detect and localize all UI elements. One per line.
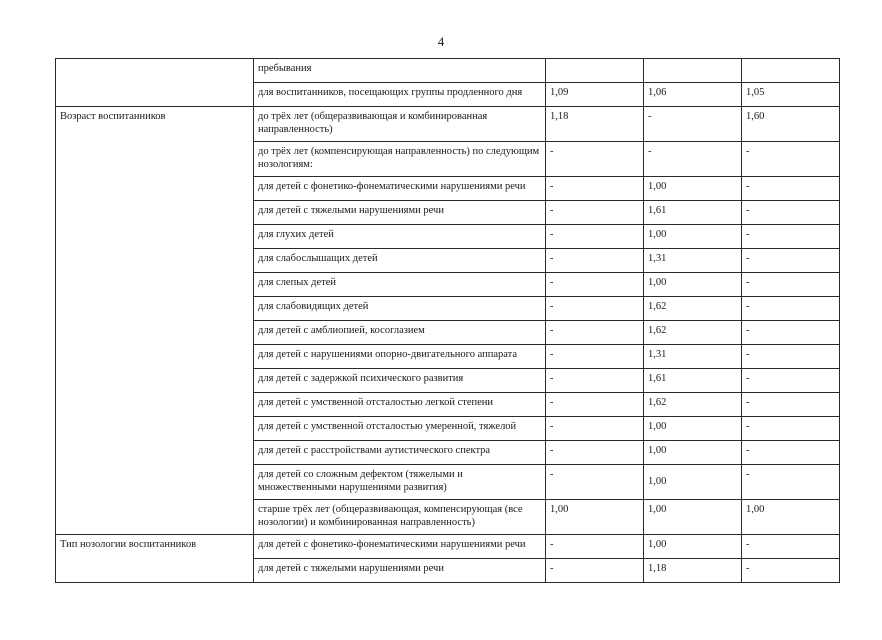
value-cell: - (742, 441, 840, 465)
criterion-cell: пребывания (254, 59, 546, 83)
coefficients-table (55, 58, 840, 583)
value-cell: - (742, 273, 840, 297)
value-cell: 1,00 (644, 417, 742, 441)
value-cell: - (546, 321, 644, 345)
value-cell: 1,00 (644, 535, 742, 559)
value-cell: - (742, 297, 840, 321)
value-cell: 1,62 (644, 297, 742, 321)
table-row (56, 107, 840, 142)
criterion-cell: для детей с умственной отсталостью легкой степени (254, 393, 546, 417)
value-cell: 1,00 (644, 225, 742, 249)
criterion-cell: для детей с нарушениями опорно-двигательного аппарата (254, 345, 546, 369)
value-cell: - (742, 321, 840, 345)
value-cell: - (546, 465, 644, 500)
group-cell (56, 59, 254, 107)
group-cell-age: Возраст воспитанников (56, 107, 254, 535)
value-cell: 1,61 (644, 369, 742, 393)
table-row (56, 59, 840, 83)
criterion-cell: для детей с фонетико-фонематическими нарушениями речи (254, 535, 546, 559)
page-number: 4 (437, 34, 445, 49)
criterion-cell: для глухих детей (254, 225, 546, 249)
value-cell: - (546, 177, 644, 201)
value-cell: 1,62 (644, 393, 742, 417)
value-cell: - (742, 345, 840, 369)
table-row (56, 535, 840, 559)
group-cell-nosology: Тип нозологии воспитанников (56, 535, 254, 583)
value-cell: 1,00 (644, 500, 742, 535)
value-cell: 1,00 (742, 500, 840, 535)
value-cell: - (644, 142, 742, 177)
value-cell: 1,18 (546, 107, 644, 142)
value-cell: - (742, 177, 840, 201)
value-cell: 1,61 (644, 201, 742, 225)
criterion-cell: для детей с фонетико-фонематическими нарушениями речи (254, 177, 546, 201)
value-cell: 1,62 (644, 321, 742, 345)
value-cell: - (546, 142, 644, 177)
value-cell: - (546, 345, 644, 369)
criterion-cell: для слепых детей (254, 273, 546, 297)
value-cell: - (546, 297, 644, 321)
criterion-cell: для слабовидящих детей (254, 297, 546, 321)
criterion-cell: до трёх лет (компенсирующая направленность) по следующим нозологиям: (254, 142, 546, 177)
value-cell: - (742, 225, 840, 249)
value-cell: 1,09 (546, 83, 644, 107)
value-cell: - (742, 559, 840, 583)
value-cell: - (742, 393, 840, 417)
value-cell (644, 59, 742, 83)
value-cell: 1,00 (644, 465, 742, 500)
value-cell: - (546, 273, 644, 297)
value-cell: - (546, 249, 644, 273)
value-cell: - (546, 201, 644, 225)
value-cell: 1,18 (644, 559, 742, 583)
criterion-cell: до трёх лет (общеразвивающая и комбинированная направленность) (254, 107, 546, 142)
value-cell: - (742, 417, 840, 441)
value-cell (742, 59, 840, 83)
value-cell: - (742, 369, 840, 393)
criterion-cell: для детей с расстройствами аутистического спектра (254, 441, 546, 465)
value-cell: 1,31 (644, 345, 742, 369)
criterion-cell: для детей с тяжелыми нарушениями речи (254, 201, 546, 225)
criterion-cell: для детей со сложным дефектом (тяжелыми и множественными нарушениями развития) (254, 465, 546, 500)
value-cell: - (546, 225, 644, 249)
value-cell: 1,60 (742, 107, 840, 142)
value-cell: 1,06 (644, 83, 742, 107)
value-cell: 1,00 (546, 500, 644, 535)
value-cell: - (546, 393, 644, 417)
value-cell: - (546, 559, 644, 583)
value-cell (546, 59, 644, 83)
value-cell: - (546, 441, 644, 465)
criterion-cell: для детей с тяжелыми нарушениями речи (254, 559, 546, 583)
value-cell: - (742, 535, 840, 559)
criterion-cell: для слабослышащих детей (254, 249, 546, 273)
value-cell: - (546, 535, 644, 559)
criterion-cell: для детей с задержкой психического развития (254, 369, 546, 393)
value-cell: 1,05 (742, 83, 840, 107)
value-cell: - (742, 201, 840, 225)
value-cell: - (546, 369, 644, 393)
criterion-cell: для детей с умственной отсталостью умеренной, тяжелой (254, 417, 546, 441)
value-cell: - (546, 417, 644, 441)
value-cell: - (742, 249, 840, 273)
value-cell: 1,00 (644, 177, 742, 201)
criterion-cell: старше трёх лет (общеразвивающая, компенсирующая (все нозологии) и комбинированная направленность) (254, 500, 546, 535)
value-cell: 1,00 (644, 273, 742, 297)
criterion-cell: для детей с амблиопией, косоглазием (254, 321, 546, 345)
value-cell: - (742, 142, 840, 177)
value-cell: 1,00 (644, 441, 742, 465)
criterion-cell: для воспитанников, посещающих группы продленного дня (254, 83, 546, 107)
value-cell: 1,31 (644, 249, 742, 273)
value-cell: - (742, 465, 840, 500)
value-cell: - (644, 107, 742, 142)
